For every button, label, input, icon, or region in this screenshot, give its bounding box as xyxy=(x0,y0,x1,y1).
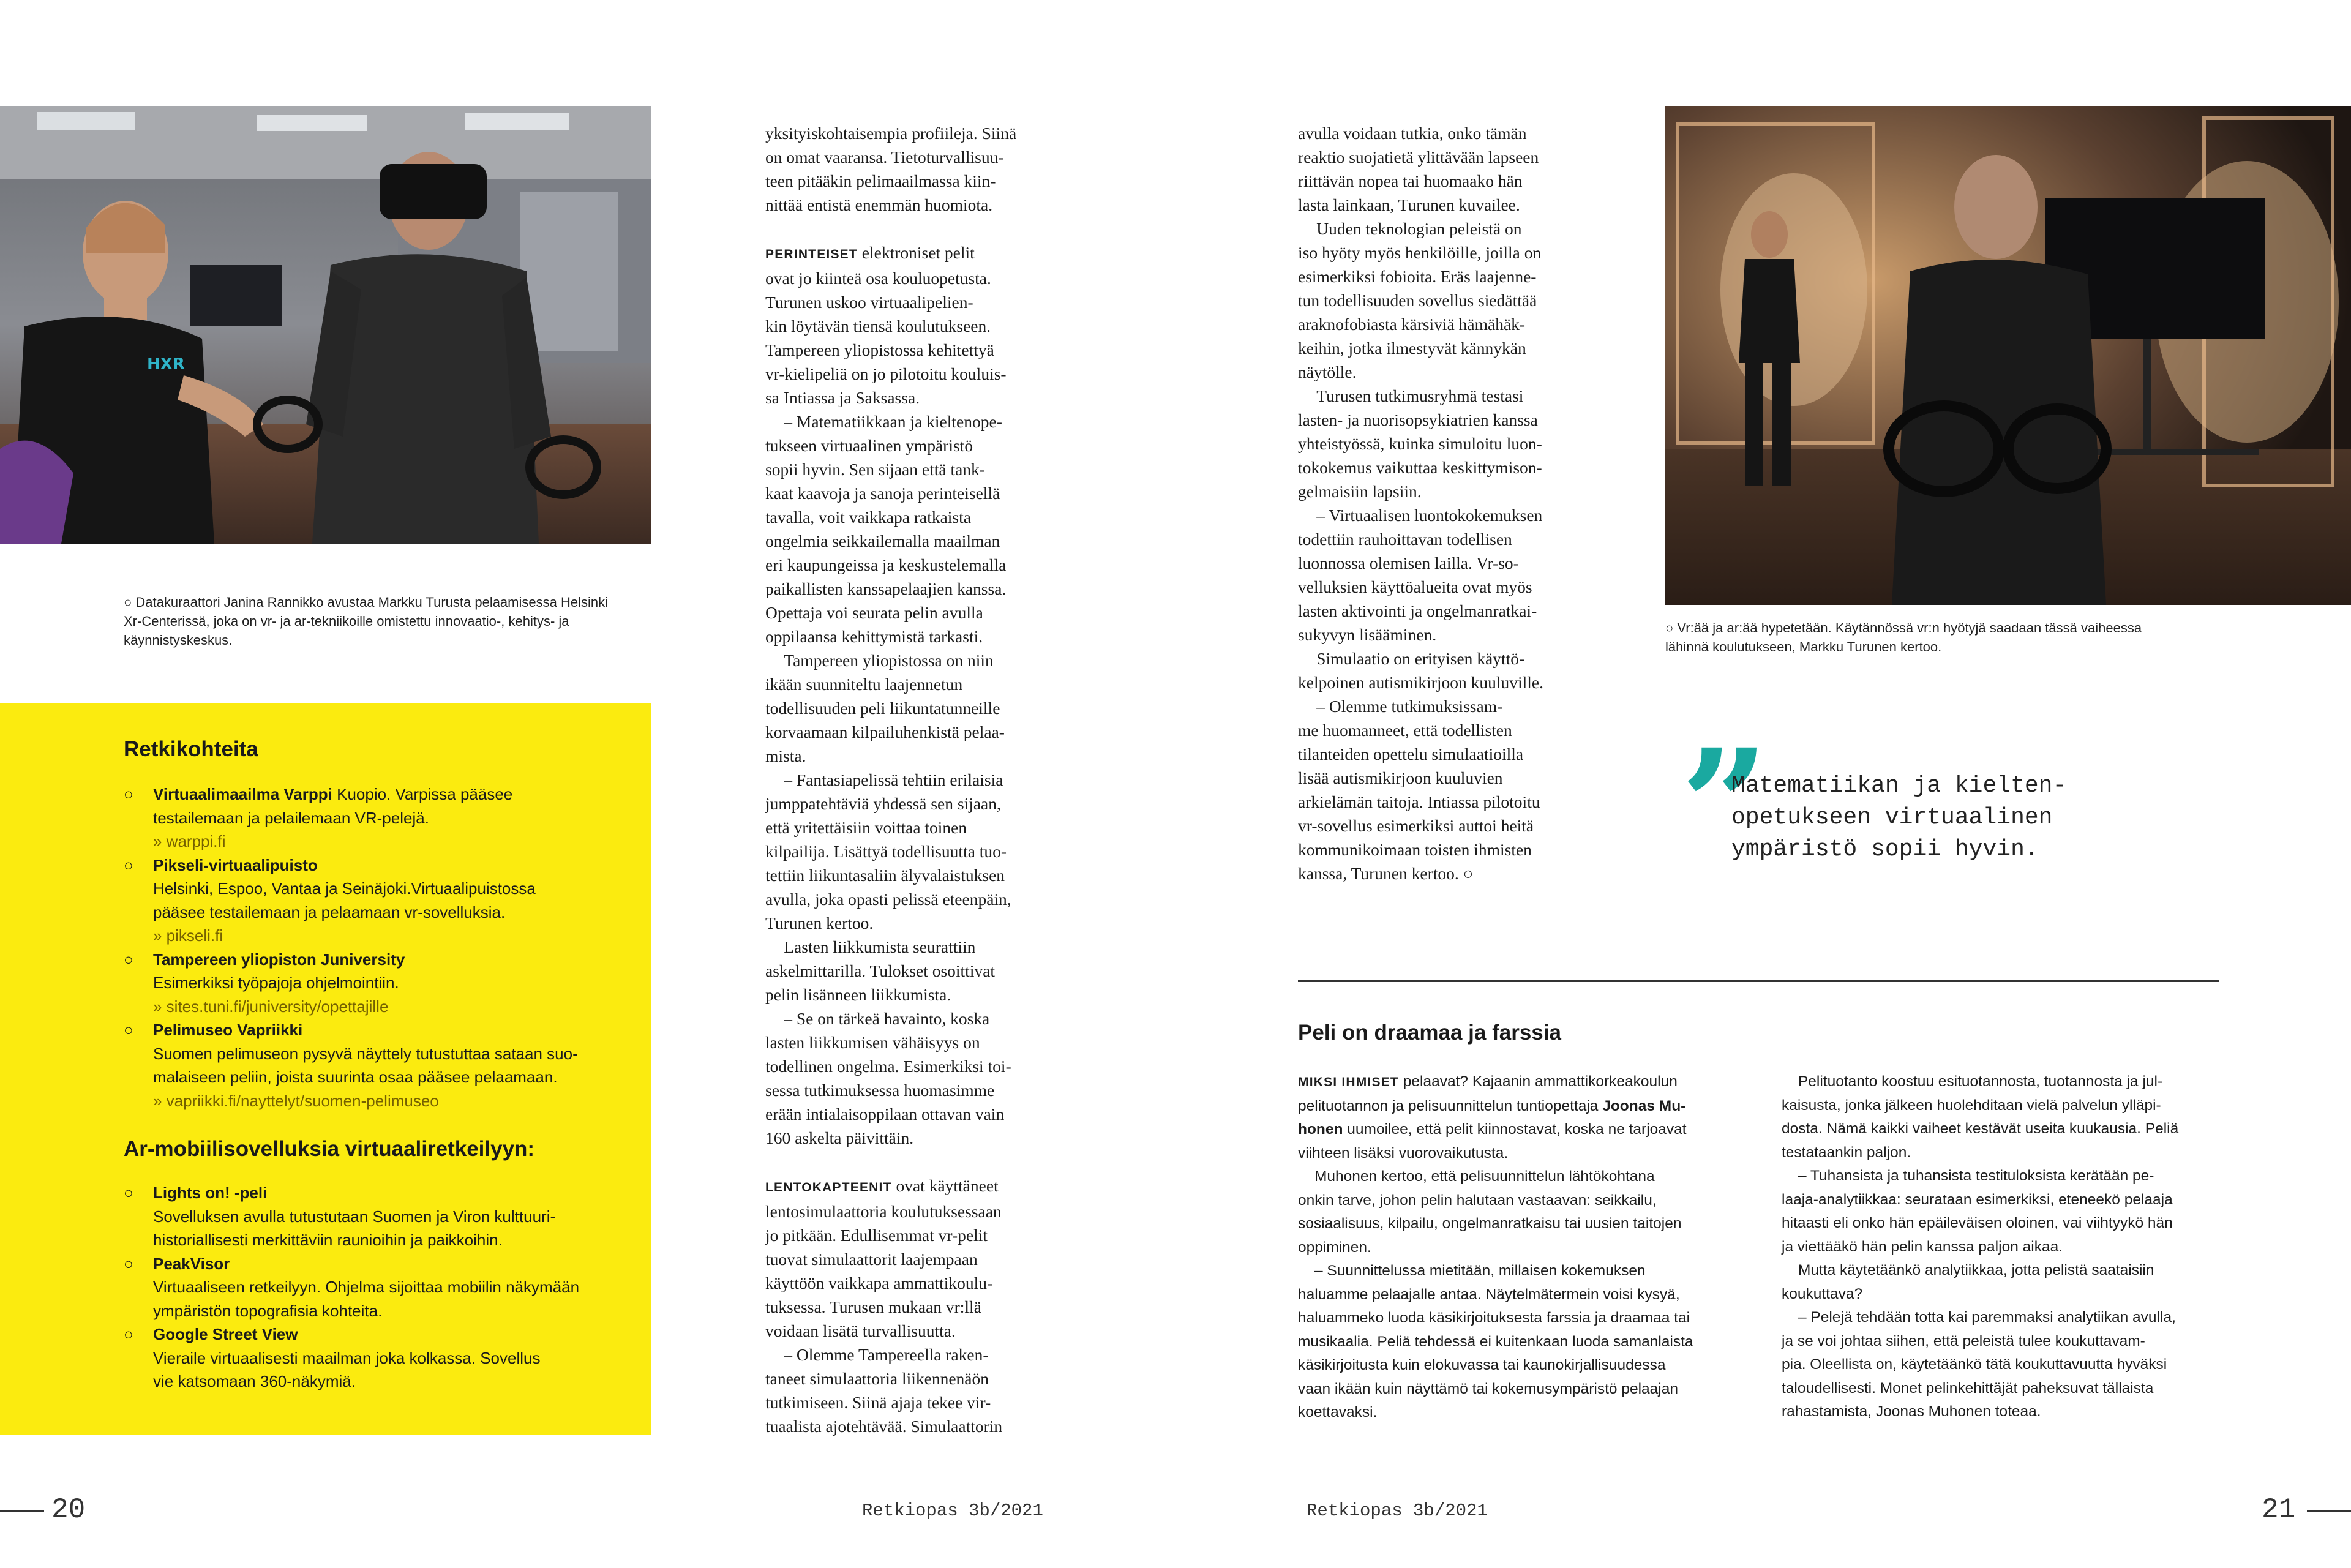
list-item: ○ Tampereen yliopiston Juniversity Esimerkiksi työpajoja ohjelmointiin. » sites.tuni.fi/juniversity/opettajille xyxy=(124,948,638,1019)
photo-caption-left: ○ Datakuraattori Janina Rannikko avustaa Markku Turusta pelaamisessa Helsinki Xr-Centerissä, joka on vr- ja ar-tekniikoille omistettu innovaatio-, kehitys- ja käynnistyskeskus. xyxy=(124,595,608,648)
link-pikseli[interactable]: » pikseli.fi xyxy=(153,926,223,945)
footer-rule-right xyxy=(2307,1510,2351,1512)
destinations-list xyxy=(124,782,638,1112)
footer-rule-left xyxy=(0,1510,44,1512)
svg-text:HXR: HXR xyxy=(147,355,185,373)
list-item: ○ Pelimuseo Vapriikki Suomen pelimuseon pysyvä näyttely tutustuttaa sataan suo- malaiseen peliin, joista suurinta osaa pääsee pelaamaan. » vapriikki.fi/nayttelyt/suomen-pelimuseo xyxy=(124,1018,638,1112)
portrait-photo xyxy=(1665,106,2351,605)
link-vapriikki[interactable]: » vapriikki.fi/nayttelyt/suomen-pelimuseo xyxy=(153,1091,439,1110)
footer-magazine-right: Retkiopas 3b/2021 xyxy=(1307,1501,1488,1521)
article-divider xyxy=(1298,980,2219,982)
vr-headset-photo xyxy=(0,106,651,544)
list-item: ○ Lights on! -peli Sovelluksen avulla tutustutaan Suomen ja Viron kulttuuri- historiallisesti merkittäviin raunioihin ja paikkoihin. xyxy=(124,1184,556,1249)
box-article-column-1: MIKSI IHMISET pelaavat? Kajaanin ammattikorkeakoulun pelituotannon ja pelisuunnittelun tuntiopettaja Joonas Mu- honen uumoilee, että pelit kiinnostavat, koska ne tarjoavat viihteen lisäksi vuorovaikutusta. Muhonen kertoo, että pelisuunnittelun lähtökohtana onkin tarve, johon pelin halutaan vastaavan: seikkailu, sosiaalisuus, kilpailu, ongelmanratkaisu tai uusien taitojen oppiminen. – Suunnittelussa mietitään, millaisen kokemuksen haluamme pelaajalle antaa. Näytelmätermein voisi kysyä, haluammeko luoda käsikirjoituksesta farssia ja draamaa tai musikaalia. Peliä tehdessä ei kuitenkaan luoda samanlaista käsikirjoitusta kuin elokuvassa tai kaunokirjallisuudessa vaan ikään kuin näyttämö tai kokemusympäristö pelaajan koettavaksi. xyxy=(1298,1073,1693,1420)
page-number-left: 20 xyxy=(51,1494,86,1526)
photo-caption-right: ○ Vr:ää ja ar:ää hypetetään. Käytännössä vr:n hyötyjä saadaan tässä vaiheessa lähinnä koulutukseen, Markku Turunen kertoo. xyxy=(1665,620,2142,655)
box-article-column-2: Pelituotanto koostuu esituotannosta, tuotannosta ja jul- kaisusta, jonka jälkeen huolehditaan vielä palvelun ylläpi- dosta. Nämä kaikki vaiheet kestävät useita kuukausia. Peliä testataankin paljon. – Tuhansista ja tuhansista testituloksista kerätään pe- laaja-analytiikkaa: seurataan esimerkiksi, eteneekö pelaaja hitaasti eli onko hän epäileväisen oloinen, vai viihtyykö hän ja viettääkö hän pelin kanssa paljon aikaa. Mutta käytetäänkö analytiikkaa, jotta pelistä saataisiin koukuttava? – Pelejä tehdään totta kai paremmaksi analytiikan avulla, ja se voi johtaa siihen, että peleistä tulee koukuttavam- pia. Oleellista on, käytetäänkö tätä koukuttavuutta hyväksi taloudellisesti. Monet pelinkehittäjät paheksuvat tällaista rahastamista, Joonas Muhonen toteaa. xyxy=(1782,1073,2179,1420)
quote-mark-icon: ” xyxy=(1681,715,1769,895)
box-article-heading: Peli on draamaa ja farssia xyxy=(1298,1021,1561,1045)
pull-quote: Matematiikan ja kielten- opetukseen virtuaalinen ympäristö sopii hyvin. xyxy=(1731,773,2067,863)
list-item: ○ PeakVisor Virtuaaliseen retkeilyyn. Ohjelma sijoittaa mobiilin näkymään ympäristön topografisia kohteita. xyxy=(124,1254,580,1320)
article-column-2: yksityiskohtaisempia profiileja. Siinä on omat vaaransa. Tietoturvallisuu- teen pitääkin pelimaailmassa kiin- nittää entistä enemmän huomiota. PERINTEISET elektroniset pelit ovat jo kiinteä osa kouluopetusta. Turunen uskoo virtuaalipelien- kin löytävän tiensä koulutukseen. Tampereen yliopistossa kehitettyä vr-kielipeliä on jo pilotoitu kouluis- sa Intiassa ja Saksassa. – Matematiikkaan ja kieltenope- tukseen virtuaalinen ympäristö sopii hyvin. Sen sijaan että tank- kaat kaavoja ja sanoja perinteisellä tavalla, voit vaikkapa ratkaista ongelmia seikkailemalla maailman eri kaupungeissa ja keskustelemalla paikallisten kanssapelaajien kanssa. Opettaja voi seurata pelin avulla oppilaansa kehittymistä tarkasti. Tampereen yliopistossa on niin ikään suunniteltu laajennetun todellisuuden peli liikuntatunneille korvaamaan kilpailuhenkistä pelaa- mista. – Fantasiapelissä tehtiin erilaisia jumppatehtäviä yhdessä sen sijaan, että yritettäisiin voittaa toinen kilpailija. Lisättyä todellisuutta tuo- tettiin liikuntasaliin älyvalaistuksen avulla, joka opasti pelissä eteenpäin, Turunen kertoo. Lasten liikkumista seurattiin askelmittarilla. Tulokset osoittivat pelin lisänneen liikkumista. – Se on tärkeä havainto, koska lasten liikkumisen vähäisyys on todellinen ongelma. Esimerkiksi toi- sessa tutkimuksessa huomasimme erään intialaisoppilaan ottavan vain 160 askelta päivittäin. LENTOKAPTEENIT ovat käyttäneet lentosimulaattoria koulutuksessaan jo pitkään. Edullisemmat vr-pelit tuovat simulaattorit laajempaan käyttöön vaikkapa ammattikoulu- tuksessa. Turusen mukaan vr:llä voidaan lisätä turvallisuutta. – Olemme Tampereella raken- taneet simulaattoria liikennenäön tutkimiseen. Siinä ajaja tekee vir- tuaalista ajotehtävää. Simulaattorin xyxy=(765,124,1017,1436)
list-item: ○ Google Street View Vieraile virtuaalisesti maailman joka kolkassa. Sovellus vie katsomaan 360-näkymiä. xyxy=(124,1325,541,1390)
sidebar-heading-ar-apps: Ar-mobiilisovelluksia virtuaaliretkeilyyn: xyxy=(124,1137,535,1161)
link-juniversity[interactable]: » sites.tuni.fi/juniversity/opettajille xyxy=(153,997,389,1016)
ar-apps-list xyxy=(124,1181,638,1394)
sidebar-content xyxy=(124,733,638,1394)
footer-magazine-left: Retkiopas 3b/2021 xyxy=(862,1501,1043,1521)
list-item: ○ Pikseli-virtuaalipuisto Helsinki, Espoo, Vantaa ja Seinäjoki.Virtuaalipuistossa pääsee testailemaan ja pelaamaan vr-sovelluksia. » pikseli.fi xyxy=(124,853,638,948)
article-column-3: avulla voidaan tutkia, onko tämän reaktio suojatietä ylittävään lapseen riittävän nopea tai huomaako hän lasta lainkaan, Turunen kuvailee. Uuden teknologian peleistä on iso hyöty myös henkilöille, joilla on esimerkiksi fobioita. Eräs laajenne- tun todellisuuden sovellus siedättää araknofobiasta kärsiviä hämähäk- keihin, jotka ilmestyvät kännykän näytölle. Turusen tutkimusryhmä testasi lasten- ja nuorisopsykiatrien kanssa yhteistyössä, kuinka simuloitu luon- tokokemus vaikuttaa keskittymison- gelmaisiin lapsiin. – Virtuaalisen luontokokemuksen todettiin rauhoittavan todellisen luonnossa olemisen lailla. Vr-so- velluksien käyttöalueita ovat myös lasten aktivointi ja ongelmanratkai- sukyvyn lisääminen. Simulaatio on erityisen käyttö- kelpoinen autismikirjoon kuuluville. – Olemme tutkimuksissam- me huomanneet, että todellisten tilanteiden opettelu simulaatioilla lisää autismikirjoon kuuluvien arkielämän taitoja. Intiassa pilotoitu vr-sovellus esimerkiksi auttoi heitä kommunikoimaan toisten ihmisten kanssa, Turunen kertoo. ○ xyxy=(1298,124,1543,883)
list-item: ○ Virtuaalimaailma Varppi Kuopio. Varpissa pääsee testailemaan ja pelailemaan VR-pelejä. » warppi.fi xyxy=(124,782,638,853)
sidebar-heading-destinations: Retkikohteita xyxy=(124,737,258,761)
link-warppi[interactable]: » warppi.fi xyxy=(153,832,226,850)
page-number-right: 21 xyxy=(2262,1494,2296,1526)
